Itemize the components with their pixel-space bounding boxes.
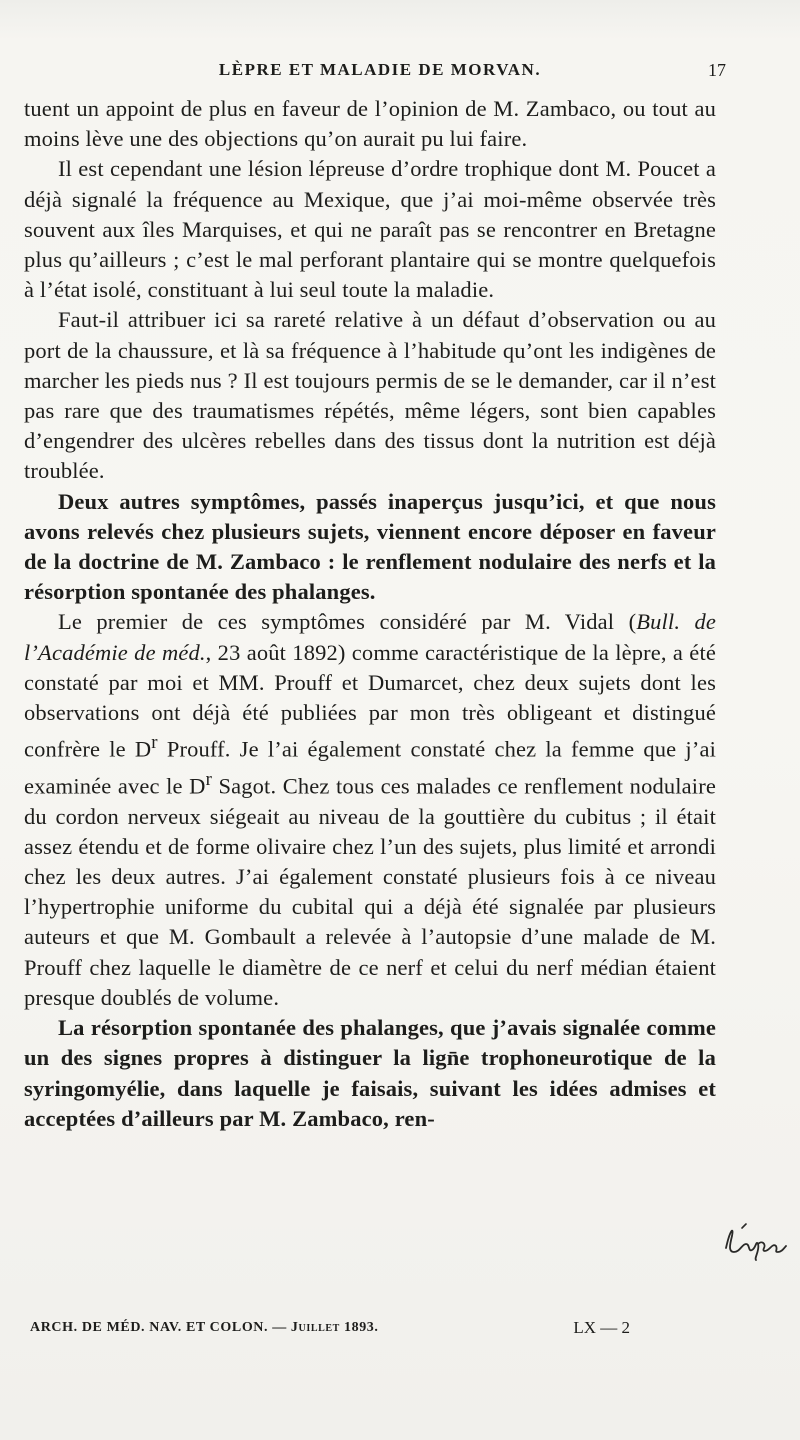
running-title: LÈPRE ET MALADIE DE MORVAN. (218, 60, 542, 79)
paragraph-text: Faut-il attribuer ici sa rareté relative à un défaut d’observation ou au port de la chaussure, et là sa fréquence à l’habitude qu’ont les indigènes de marcher les pieds nus ? Il est toujours permis de se le demander, car il n’est pas rare que des traumatismes répétés, même légers, sont bien capables d’engendrer des ulcères rebelles dans des tissus dont la nutrition est déjà troublée. (24, 307, 716, 484)
paragraph-1 (24, 94, 716, 154)
paragraph-text: Deux autres symptômes, passés inaperçus jusqu’ici, et que nous avons relevés chez plusieurs sujets, viennent encore déposer en faveur de la doctrine de M. Zambaco : le renflement nodulaire des nerfs et la résorption spontanée des phalanges. (24, 488, 716, 605)
paragraph-4 (24, 487, 716, 608)
handwritten-margin-note (720, 1222, 790, 1262)
paragraph-2 (24, 154, 716, 305)
paragraph-5 (24, 607, 716, 1013)
paragraph-text: La résorption spontanée des phalanges, que j’avais signalée comme un des signes propres à distinguer la lign̄e trophoneurotique de la syringomyélie, dans laquelle je faisais, suivant les idées admises et acceptées d’ailleurs par M. Zambaco, ren- (24, 1015, 716, 1131)
superscript: r (151, 732, 158, 754)
paragraph-text: Il est cependant une lésion lépreuse d’ordre trophique dont M. Poucet a déjà signalé la fréquence au Mexique, que j’ai moi-même observée très souvent aux îles Marquises, et qui ne paraît pas se rencontrer en Bretagne plus qu’ailleurs ; c’est le mal perforant plantaire qui se montre quelquefois à l’état isolé, constituant à lui seul toute la maladie. (24, 156, 716, 303)
journal-reference: ARCH. DE MÉD. NAV. ET COLON. — Juillet 1893. (30, 1320, 379, 1335)
paragraph-text: Prouff. Je l’ai également constaté chez la femme que j’ai examinée avec le D (24, 736, 716, 799)
signature-mark: LX — 2 (573, 1318, 630, 1337)
running-head (40, 60, 726, 86)
citation-title: Bull. de l’Académie de méd. (24, 609, 716, 665)
paragraph-text: tuent un appoint de plus en faveur de l’opinion de M. Zambaco, ou tout au moins lève une des objections qu’on aurait pu lui faire. (24, 96, 716, 152)
page-number: 17 (708, 60, 726, 80)
body-text (24, 94, 716, 1134)
paragraph-text: , 23 août 1892) comme caractéristique de la lèpre, a été constaté par moi et MM. Prouff et Dumarcet, chez deux sujets dont les observations ont déjà été publiées par mon très obligeant et distingué confrère le D (24, 639, 716, 762)
paragraph-3 (24, 305, 716, 486)
footer (30, 1318, 630, 1340)
paragraph-6 (24, 1013, 716, 1134)
paragraph-text: Sagot. Chez tous ces malades ce renflement nodulaire du cordon nerveux siégeait au niveau de la gouttière du cubitus ; il était assez étendu et de forme olivaire chez l’un des sujets, plus limité et arrondi chez les deux autres. J’ai également constaté plusieurs fois à ce niveau l’hypertrophie uniforme du cubital qui a déjà été signalée par plusieurs auteurs et que M. Gombault a relevée à l’autopsie d’une malade de M. Prouff chez laquelle le diamètre de ce nerf et celui du nerf médian étaient presque doublés de volume. (24, 773, 716, 1010)
superscript: r (205, 768, 212, 790)
paragraph-text: Le premier de ces symptômes considéré par M. Vidal ( (58, 609, 637, 635)
